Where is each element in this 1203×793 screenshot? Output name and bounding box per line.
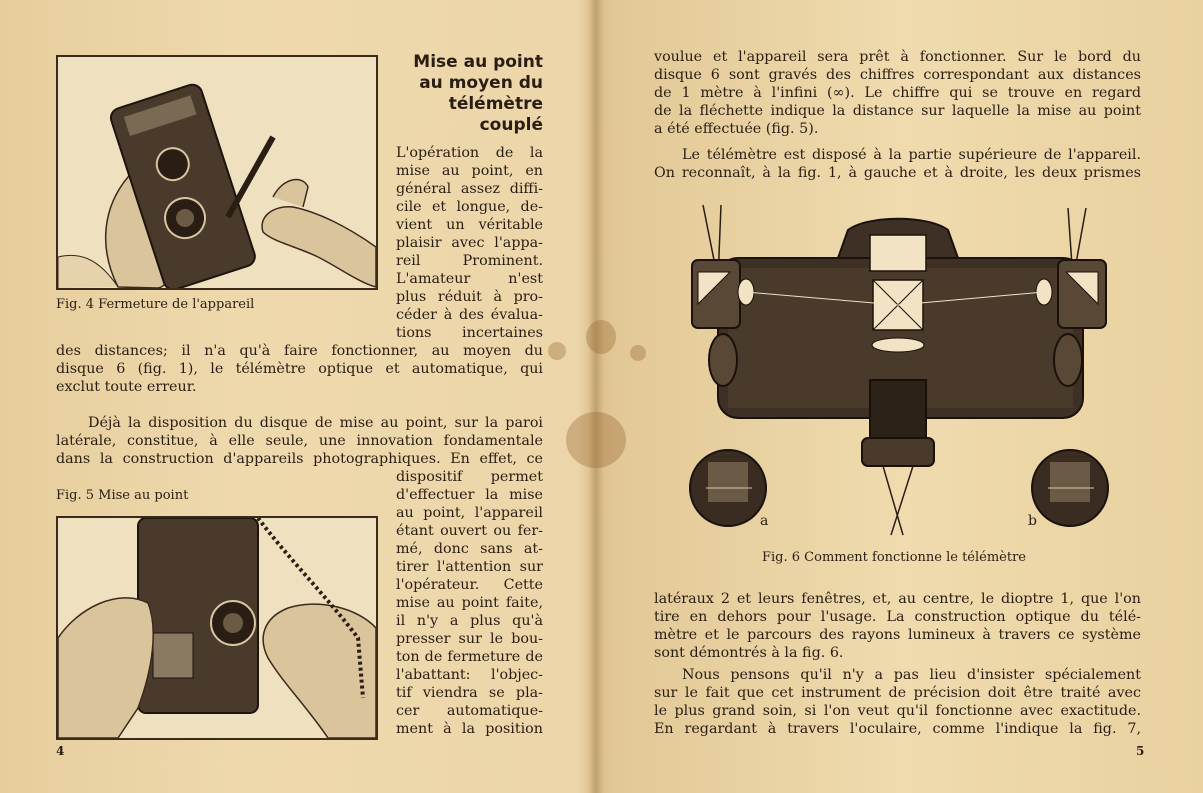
stain (566, 412, 626, 468)
text-line: latérale, constitue, à elle seule, une innovation fondamentale (56, 433, 543, 449)
page-number-left: 4 (56, 744, 65, 758)
text-line: disque 6 (fig. 1), le télémètre optique et automatique, qui (56, 361, 543, 377)
text-line: dans la construction d'appareils photographiques. En effet, ce (56, 451, 543, 467)
text-line: ment à la position (396, 721, 543, 737)
text-line: sont démontrés à la fig. 6. (654, 645, 844, 661)
stain (630, 345, 646, 361)
text-line: En regardant à travers l'oculaire, comme l'indique la fig. 7, (654, 721, 1141, 737)
stain (586, 320, 616, 354)
text-line: vient un véritable (396, 217, 543, 233)
text-line: L'amateur n'est (396, 271, 543, 287)
text-line: le plus grand soin, si l'on veut qu'il fonctionne avec exactitude. (654, 703, 1141, 719)
text-line: des distances; il n'a qu'à faire fonctionner, au moyen du (56, 343, 543, 359)
text-line: mise au point faite, (396, 595, 543, 611)
text-line: de 1 mètre à l'infini (∞). Le chiffre qui se trouve en regard (654, 85, 1141, 101)
text-line: il n'y a plus qu'à (396, 613, 543, 629)
text-line: exclut toute erreur. (56, 379, 197, 395)
fig4-illustration (56, 55, 378, 290)
text-line: sur le fait que cet instrument de précision doit être traité avec (654, 685, 1141, 701)
text-line: tif viendra se pla- (396, 685, 543, 701)
text-line: Déjà la disposition du disque de mise au point, sur la paroi (88, 415, 543, 431)
text-line: reil Prominent. (396, 253, 543, 269)
text-line: tire en dehors pour l'usage. La construction optique du télé- (654, 609, 1141, 625)
text-line: Nous pensons qu'il n'y a pas lieu d'insister spécialement (682, 667, 1141, 683)
heading-line: au moyen du (419, 73, 543, 93)
fig6-label-b: b (1028, 513, 1037, 529)
text-line: mé, donc sans at- (396, 541, 543, 557)
text-line: voulue et l'appareil sera prêt à fonctionner. Sur le bord du (654, 49, 1141, 65)
heading-line: couplé (479, 115, 543, 135)
text-line: de la fléchette indique la distance sur laquelle la mise au point (654, 103, 1141, 119)
text-line: plaisir avec l'appa- (396, 235, 543, 251)
fig6-caption: Fig. 6 Comment fonctionne le télémètre (762, 550, 1026, 565)
text-line: céder à des évalua- (396, 307, 543, 323)
text-line: mise au point, en (396, 163, 543, 179)
text-line: cile et longue, de- (396, 199, 543, 215)
fig6-label-a: a (760, 513, 769, 529)
text-line: dispositif permet (396, 469, 543, 485)
fig4-caption: Fig. 4 Fermeture de l'appareil (56, 297, 255, 312)
fig5-illustration (56, 516, 378, 740)
fig5-caption: Fig. 5 Mise au point (56, 488, 189, 503)
text-line: tions incertaines (396, 325, 543, 341)
text-line: cer automatique- (396, 703, 543, 719)
rangefinder-diagram (688, 200, 1110, 540)
text-line: L'opération de la (396, 145, 543, 161)
focusing-illustration (58, 518, 376, 738)
text-line: ton de fermeture de (396, 649, 543, 665)
heading-line: télémètre (448, 94, 543, 114)
book-gutter (588, 0, 604, 793)
text-line: plus réduit à pro- (396, 289, 543, 305)
text-line: étant ouvert ou fer- (396, 523, 543, 539)
text-line: d'effectuer la mise (396, 487, 543, 503)
section-heading (390, 52, 543, 136)
text-line: disque 6 sont gravés des chiffres correspondant aux distances (654, 67, 1141, 83)
fig6-illustration (688, 200, 1110, 540)
heading-line: Mise au point (413, 52, 543, 72)
text-line: latéraux 2 et leurs fenêtres, et, au centre, le dioptre 1, que l'on (654, 591, 1141, 607)
text-line: presser sur le bou- (396, 631, 543, 647)
text-line: l'abattant: l'objec- (396, 667, 543, 683)
stain (548, 342, 566, 360)
text-line: a été effectuée (fig. 5). (654, 121, 819, 137)
text-line: au point, l'appareil (396, 505, 543, 521)
text-line: général assez diffi- (396, 181, 543, 197)
text-line: tirer l'attention sur (396, 559, 543, 575)
camera-closing-illustration (58, 57, 376, 288)
text-line: Le télémètre est disposé à la partie supérieure de l'appareil. (682, 147, 1141, 163)
text-line: l'opérateur. Cette (396, 577, 543, 593)
text-line: mètre et le parcours des rayons lumineux à travers ce système (654, 627, 1141, 643)
text-line: On reconnaît, à la fig. 1, à gauche et à droite, les deux prismes (654, 165, 1141, 181)
page-number-right: 5 (1136, 744, 1145, 758)
